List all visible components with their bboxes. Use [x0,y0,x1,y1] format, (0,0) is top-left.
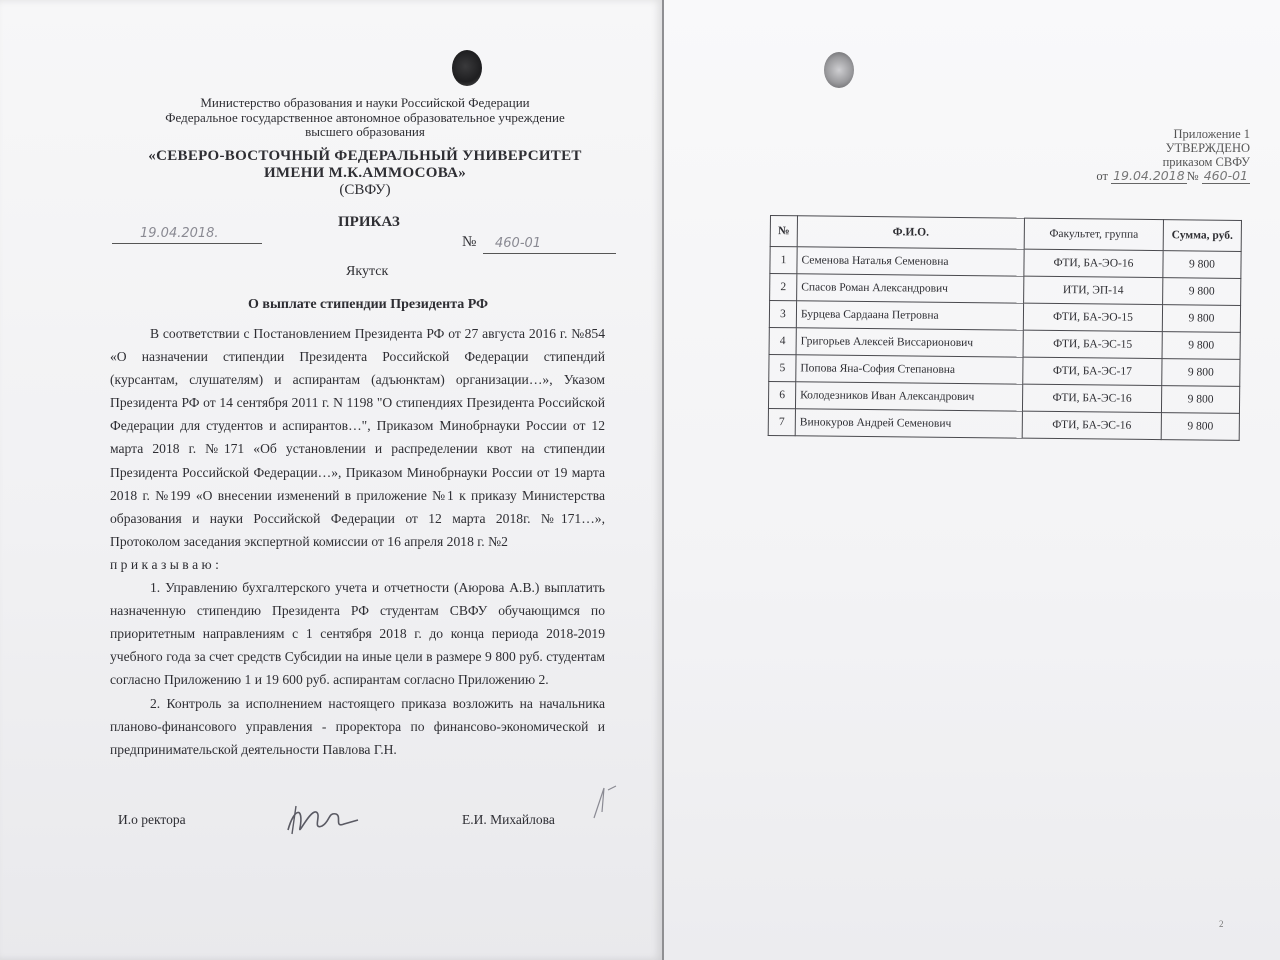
ministry-line: Министерство образования и науки Российской Федерации [200,95,530,110]
university-name-line2: ИМЕНИ М.К.АММОСОВА» [263,165,467,181]
row-sum: 9 800 [1163,278,1241,306]
row-num: 6 [768,381,795,408]
appendix-num-sign: № [1186,169,1199,183]
row-faculty: ФТИ, БА-ЭО-16 [1024,249,1163,277]
rector-signature [282,800,362,840]
appendix-number: 460-01 [1203,168,1248,183]
row-faculty: ФТИ, БА-ЭС-16 [1022,411,1161,439]
order-word: п р и к а з ы в а ю : [110,556,219,572]
header-faculty: Факультет, группа [1024,218,1163,250]
row-faculty: ИТИ, ЭП-14 [1024,276,1163,304]
row-fio: Спасов Роман Александрович [797,274,1024,303]
institution-level-line: высшего образования [305,124,425,139]
punch-hole-left [452,50,482,86]
signer-name: Е.И. Михайлова [462,812,555,827]
header-num: № [770,216,797,247]
row-num: 2 [770,274,797,301]
city-label: Якутск [346,264,389,279]
order-date-handwritten: 19.04.2018. [112,226,262,244]
header-fio: Ф.И.О. [797,216,1024,249]
row-num: 4 [769,327,796,354]
signer-title: И.о ректора [118,812,186,827]
row-fio: Семенова Наталья Семеновна [797,247,1024,276]
appendix-line3: приказом СВФУ [1162,155,1250,169]
row-faculty: ФТИ, БА-ЭС-16 [1022,384,1161,412]
order-number-handwritten: 460-01 [483,236,616,254]
row-num: 1 [770,247,797,274]
order-item-1: 1. Управлению бухгалтерского учета и отчетности (Аюрова А.В.) выплатить назначенную стипендию Президента РФ студентам СВФУ обучающимся по приоритетным направлениям с 1 сентября 2018 г. до конца периода 2018-2019 учебного года за счет средств Субсидии на иные цели в размере 9 800 руб. студентам согласно Приложению 1 и 19 600 руб. аспирантам согласно Приложению 2. [110,580,605,688]
row-fio: Попова Яна-София Степановна [796,355,1023,384]
row-fio: Колодезников Иван Александрович [795,382,1022,411]
row-num: 7 [768,408,795,435]
row-faculty: ФТИ, БА-ЭО-15 [1023,303,1162,331]
row-sum: 9 800 [1162,359,1240,387]
appendix-ref [1096,169,1250,183]
row-fio: Бурцева Сардаана Петровна [796,301,1023,330]
order-number-sign: № [462,234,477,250]
page-number: 2 [1219,919,1224,929]
university-abbr: (СВФУ) [339,182,391,198]
punch-hole-right [824,52,854,88]
row-sum: 9 800 [1161,386,1239,414]
appendix-line2: УТВЕРЖДЕНО [1165,141,1250,155]
appendix-header [1096,127,1250,183]
row-sum: 9 800 [1162,332,1240,360]
order-item-2: 2. Контроль за исполнением настоящего приказа возложить на начальника планово-финансового управления - проректора по финансово-экономической и предпринимательской деятельности Павлова Г.Н. [110,695,605,757]
header-sum: Сумма, руб. [1163,220,1241,252]
order-subject: О выплате стипендии Президента РФ [248,297,489,312]
order-body [110,322,605,761]
row-num: 3 [769,301,796,328]
table-header-row [770,216,1241,252]
row-fio: Винокуров Андрей Семенович [795,409,1022,438]
row-fio: Григорьев Алексей Виссарионович [796,328,1023,357]
university-name-line1: «СЕВЕРО-ВОСТОЧНЫЙ ФЕДЕРАЛЬНЫЙ УНИВЕРСИТЕТ [148,148,582,164]
row-sum: 9 800 [1161,413,1239,441]
row-faculty: ФТИ, БА-ЭС-15 [1023,330,1162,358]
appendix-line1: Приложение 1 [1173,127,1250,141]
row-sum: 9 800 [1162,305,1240,333]
appendix-from: от [1096,169,1108,183]
row-num: 5 [769,354,796,381]
stipend-table [768,215,1242,441]
institution-type-line: Федеральное государственное автономное образовательное учреждение [165,110,565,125]
approval-initials [586,782,626,822]
row-sum: 9 800 [1163,251,1241,279]
doc-type-title: ПРИКАЗ [338,214,400,230]
row-faculty: ФТИ, БА-ЭС-17 [1023,357,1162,385]
appendix-date: 19.04.2018 [1113,168,1185,183]
table-row [768,408,1239,440]
preamble-paragraph: В соответствии с Постановлением Президента РФ от 27 августа 2016 г. №854 «О назначении стипендии Президента Российской Федерации стипендий (курсантам, слушателям) и аспирантам (адъюнктам) организации…», Указом Президента РФ от 14 сентября 2011 г. N 1198 "О стипендиях Президента Российской Федерации для студентов и аспирантов…", Приказом Минобрнауки России от 12 марта 2018 г. №171 «Об установлении и распределении квот на стипендии Президента Российской Федерации…», Приказом Минобрнауки России от 19 марта 2018 г. №199 «О внесении изменений в приложение №1 к приказу Министерства образования и науки Российской Федерации от 12 марта 2018г. №171…», Протоколом заседания экспертной комиссии от 16 апреля 2018 г. №2 [110,326,605,549]
